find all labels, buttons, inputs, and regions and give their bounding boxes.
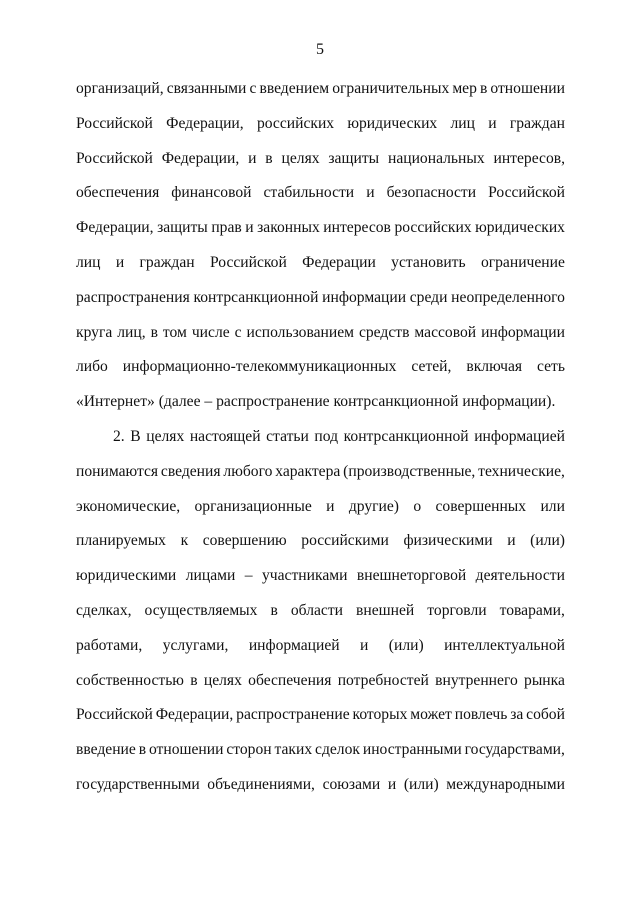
text-line: введение в отношении сторон таких сделок иностранными государствами,	[76, 741, 565, 759]
text-line: Российской Федерации, и в целях защиты национальных интересов,	[76, 149, 565, 167]
text-line: 2. В целях настоящей статьи под контрсанкционной информацией	[113, 428, 565, 445]
text-line: либо информационно-телекоммуникационных сетей, включая сеть	[76, 358, 565, 376]
text-line: распространения контрсанкционной информации среди неопределенного	[76, 288, 565, 306]
text-line: Российской Федерации, российских юридических лиц и граждан	[76, 114, 565, 132]
text-line: организаций, связанными с введением ограничительных мер в отношении	[76, 80, 565, 97]
text-line: «Интернет» (далее – распространение контрсанкционной информации).	[76, 393, 556, 411]
text-line: круга лиц, в том числе с использованием средств массовой информации	[76, 323, 565, 341]
paragraph-item-2	[76, 427, 565, 810]
text-line: государственными объединениями, союзами и (или) международными	[76, 775, 565, 793]
text-line: юридическими лицами – участниками внешнеторговой деятельности	[76, 567, 565, 585]
text-line: лиц и граждан Российской Федерации установить ограничение	[76, 253, 565, 271]
text-line: экономические, организационные и другие) о совершенных или	[76, 497, 565, 515]
text-line: Российской Федерации, распространение которых может повлечь за собой	[76, 706, 565, 724]
text-line: работами, услугами, информацией и (или) интеллектуальной	[76, 636, 565, 654]
text-line: собственностью в целях обеспечения потребностей внутреннего рынка	[76, 671, 565, 689]
text-line: сделках, осуществляемых в области внешней торговли товарами,	[76, 601, 565, 619]
paragraph-continuation	[76, 79, 565, 427]
text-line: понимаются сведения любого характера (производственные, технические,	[76, 462, 565, 480]
text-line: планируемых к совершению российскими физическими и (или)	[76, 532, 565, 550]
text-line: Федерации, защиты прав и законных интересов российских юридических	[76, 219, 565, 237]
page-number: 5	[316, 41, 324, 58]
text-line: обеспечения финансовой стабильности и безопасности Российской	[76, 184, 565, 202]
